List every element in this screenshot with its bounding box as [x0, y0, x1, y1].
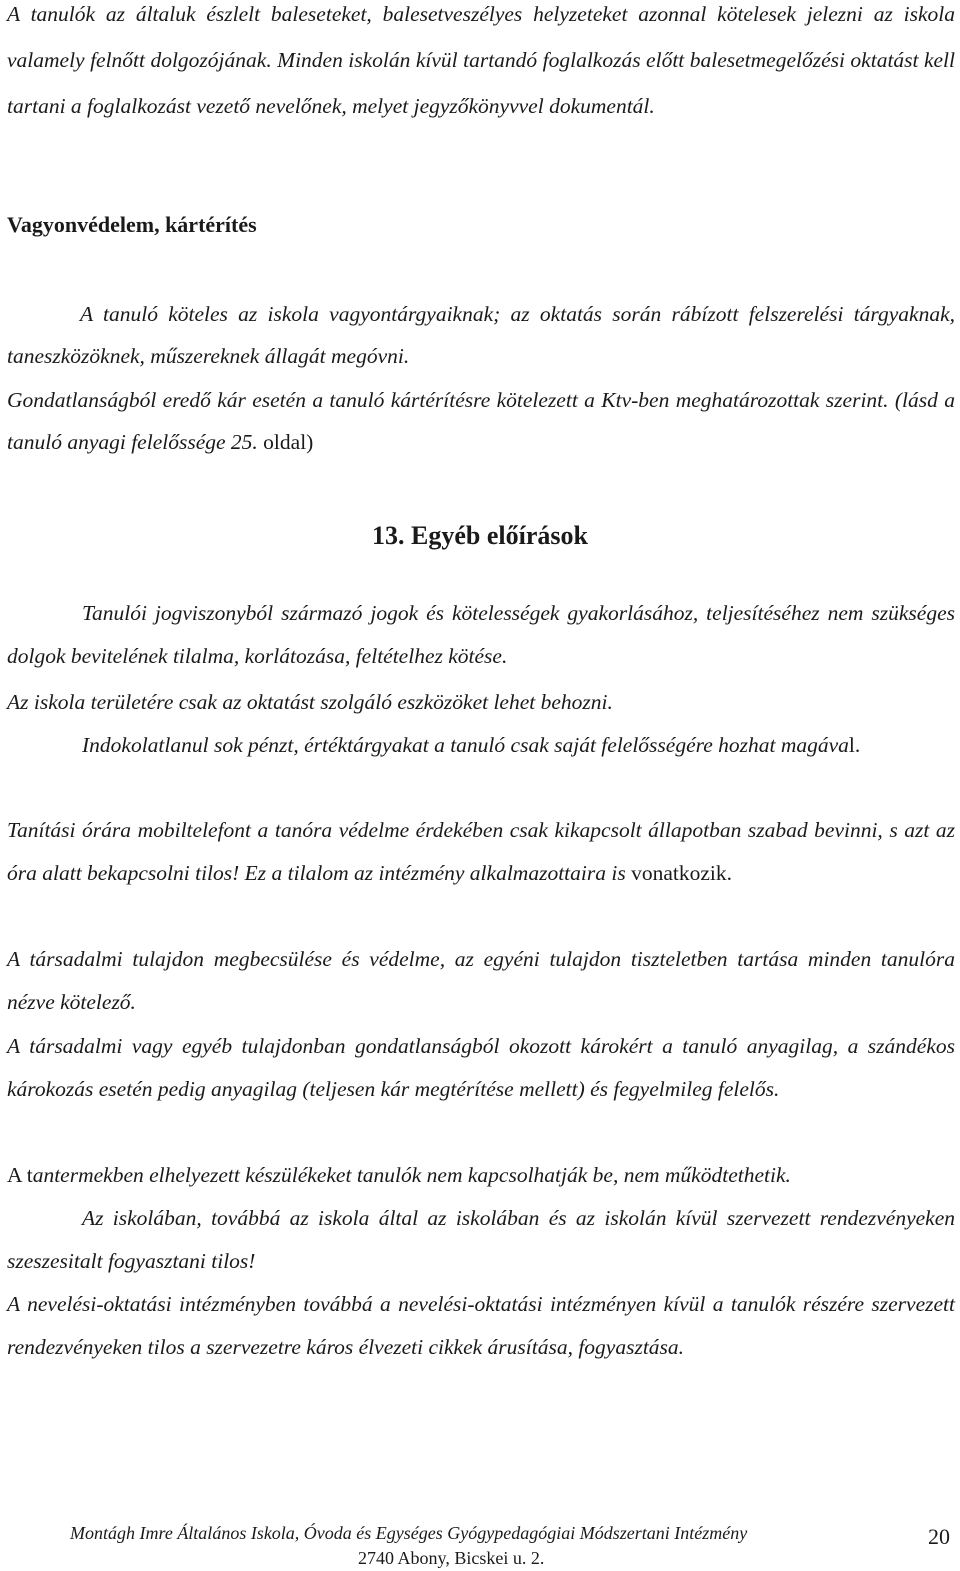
paragraph-property-care-text: A tanuló köteles az iskola vagyontárgyaiknak; az oktatás során rábízott felszerelési tárgyaknak, taneszközöknek, műszereknek állagát megóvni.	[7, 302, 955, 368]
paragraph-negligence-damage	[7, 379, 955, 463]
paragraph-harmful-goods: A nevelési-oktatási intézményben továbbá a nevelési-oktatási intézményen kívül a tanulók részére szervezett rendezvényeken tilos a szervezetre káros élvezeti cikkek árusítása, fogyasztása.	[7, 1292, 955, 1359]
paragraph-mobile-phones-italic: Tanítási órára mobiltelefont a tanóra védelme érdekében csak kikapcsolt állapotban szabad bevinni, s azt az óra alatt bekapcsolni tilos! Ez a tilalom az intézmény alkalmazottaira is	[7, 818, 955, 885]
paragraph-alcohol-ban-text: Az iskolában, továbbá az iskola által az iskolában és az iskolán kívül szervezett rendezvényeken szeszesitalt fogyasztani tilos!	[7, 1206, 955, 1273]
paragraph-property-care	[7, 293, 955, 377]
paragraph-damage-liability: A társadalmi vagy egyéb tulajdonban gondatlanságból okozott károkért a tanuló anyagilag, a szándékos károkozás esetén pedig anyagilag (teljesen kár megtérítése mellett) és fegyelmileg felelős.	[7, 1034, 955, 1101]
paragraph-classroom-devices-upright: A t	[7, 1163, 33, 1187]
paragraph-negligence-damage-upright: oldal)	[257, 430, 314, 454]
paragraph-negligence-damage-italic: Gondatlanságból eredő kár esetén a tanuló kártérítésre kötelezett a Ktv-ben meghatározottak szerint. (lásd a tanuló anyagi felelőssége 25.	[7, 388, 955, 454]
paragraph-valuables-upright: l.	[848, 733, 861, 757]
footer-institution: Montágh Imre Általános Iskola, Óvoda és Egységes Gyógypedagógiai Módszertani Intézmény	[70, 1523, 748, 1543]
paragraph-classroom-devices-italic: antermekben elhelyezett készülékeket tanulók nem kapcsolhatják be, nem működtethetik.	[32, 1163, 791, 1187]
paragraph-accident-reporting: A tanulók az általuk észlelt baleseteket, balesetveszélyes helyzeteket azonnal kötelesek jelezni az iskola valamely felnőtt dolgozójának. Minden iskolán kívül tartandó foglalkozás előtt balesetmegelőzési oktatást kell tartani a foglalkozást vezető nevelőnek, melyet jegyzőkönyvvel dokumentál.	[7, 2, 955, 118]
page-number: 20	[928, 1524, 950, 1549]
paragraph-mobile-phones-upright: vonatkozik.	[631, 861, 732, 885]
footer-address: 2740 Abony, Bicskei u. 2.	[358, 1548, 545, 1568]
paragraph-mobile-phones	[7, 809, 955, 895]
section-heading-property-protection: Vagyonvédelem, kártérítés	[7, 212, 257, 237]
paragraph-alcohol-ban	[7, 1197, 955, 1283]
paragraph-student-rights-items-text: Tanulói jogviszonyból származó jogok és kötelességek gyakorlásához, teljesítéséhez nem szükséges dolgok bevitelének tilalma, korlátozása, feltételhez kötése.	[7, 601, 955, 668]
paragraph-classroom-devices	[7, 1154, 955, 1197]
paragraph-allowed-devices: Az iskola területére csak az oktatást szolgáló eszközöket lehet behozni.	[7, 690, 613, 714]
paragraph-public-property: A társadalmi tulajdon megbecsülése és védelme, az egyéni tulajdon tiszteletben tartása minden tanulóra nézve kötelező.	[7, 947, 955, 1014]
paragraph-valuables	[7, 724, 955, 767]
paragraph-valuables-italic: Indokolatlanul sok pénzt, értéktárgyakat a tanuló csak saját felelősségére hozhat magáva	[82, 733, 849, 757]
paragraph-student-rights-items	[7, 592, 955, 678]
section-heading-other-rules: 13. Egyéb előírások	[372, 521, 588, 550]
